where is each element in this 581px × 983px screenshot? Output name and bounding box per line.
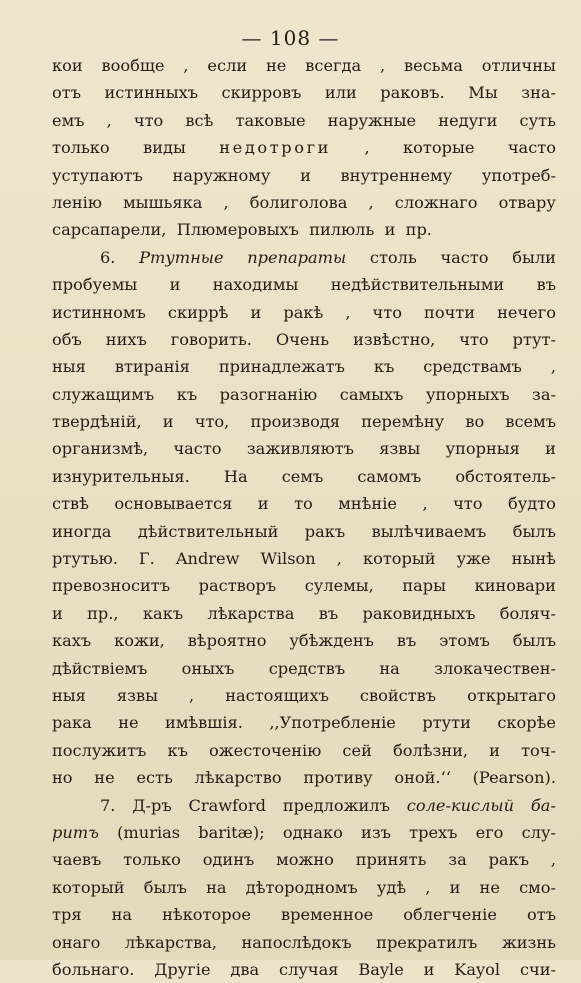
- word: пр.,: [87, 603, 119, 623]
- word: сей: [342, 740, 372, 760]
- word: Плюмеровыхъ: [176, 220, 299, 240]
- word: дѣйствительный: [137, 521, 279, 541]
- word: его: [475, 822, 504, 842]
- word: лѣкарства: [207, 603, 295, 623]
- word: что: [372, 302, 402, 322]
- word: отъ: [52, 83, 81, 103]
- text-line: [52, 600, 556, 627]
- word: что: [453, 494, 483, 514]
- word: ритъ: [52, 822, 99, 842]
- text-line: [52, 463, 556, 490]
- word: чаевъ: [52, 850, 102, 870]
- word: не: [479, 877, 500, 897]
- word: На: [223, 466, 248, 486]
- word: ракъ: [488, 850, 529, 870]
- word: лѣкарство: [194, 768, 282, 788]
- text-line: [52, 381, 556, 408]
- word: 7.: [100, 795, 116, 815]
- text-line: [52, 216, 556, 243]
- word: убѣжденъ: [289, 631, 374, 651]
- word: что: [133, 110, 164, 130]
- word: лѣкарства,: [124, 932, 217, 952]
- text-line: [52, 408, 556, 435]
- word: который: [362, 549, 436, 569]
- word: ракѣ: [283, 302, 324, 322]
- word: нѣкоторое: [162, 905, 251, 925]
- text-line: [52, 572, 556, 599]
- word: часто: [507, 138, 556, 158]
- word: если: [207, 56, 248, 75]
- word: пары: [402, 576, 447, 596]
- word: не: [118, 713, 139, 733]
- word: вылѣчиваемъ: [371, 521, 487, 541]
- word: во: [465, 412, 485, 432]
- word: ртут-: [512, 329, 556, 349]
- word: ртути: [422, 713, 471, 733]
- text-line: [52, 244, 556, 271]
- word: удѣ: [376, 877, 407, 897]
- word: твердѣній,: [52, 412, 142, 432]
- word: и: [162, 412, 174, 432]
- text-line: [52, 518, 556, 545]
- text-line: [52, 107, 556, 134]
- word: наружные: [327, 110, 417, 130]
- word: временное: [281, 905, 374, 925]
- word: истинномъ: [52, 302, 146, 322]
- word: трехъ: [409, 822, 458, 842]
- word: весьма: [404, 56, 463, 75]
- word: тря: [52, 905, 82, 925]
- word: въ: [536, 275, 556, 295]
- word: рака: [52, 713, 92, 733]
- word: уступаютъ: [52, 165, 143, 185]
- text-line: [52, 627, 556, 654]
- word: принять: [355, 850, 427, 870]
- word: употреб-: [481, 165, 556, 185]
- word: и: [169, 275, 181, 295]
- word: случая: [279, 959, 339, 979]
- word: или: [324, 83, 357, 103]
- word: въ: [318, 603, 339, 623]
- word: производя: [250, 412, 341, 432]
- text-line: [52, 52, 556, 79]
- word: настоящихъ: [225, 685, 329, 705]
- word: суть: [519, 110, 556, 130]
- word: ,: [345, 302, 351, 322]
- word: столь: [369, 247, 417, 267]
- word: есть: [136, 768, 173, 788]
- word: изнурительныя.: [52, 466, 190, 486]
- word: ба-: [530, 795, 556, 815]
- text-line: [52, 901, 556, 928]
- word: самыхъ: [339, 384, 404, 404]
- word: язвы: [379, 439, 421, 459]
- text-line: [52, 709, 556, 736]
- word: Очень: [275, 329, 330, 349]
- word: средствамъ: [423, 357, 522, 377]
- word: кожи,: [114, 631, 165, 651]
- word: прекратилъ: [376, 932, 478, 952]
- word: дѣтородномъ: [245, 877, 358, 897]
- word: скорѣе: [497, 713, 556, 733]
- word: семъ: [281, 466, 324, 486]
- word: счи-: [519, 959, 556, 979]
- word: виды: [143, 138, 186, 158]
- word: ствѣ: [52, 494, 89, 514]
- word: обстоятель-: [455, 466, 556, 486]
- word: Мы: [468, 83, 498, 103]
- word: Ртутные: [139, 247, 224, 267]
- word: ,: [189, 685, 195, 705]
- word: вообще: [101, 56, 165, 75]
- word: Kayol: [454, 959, 501, 979]
- word: противу: [303, 768, 373, 788]
- word: который: [52, 877, 125, 897]
- word: злокачествен-: [434, 658, 556, 678]
- word: боляч-: [499, 603, 556, 623]
- word: емъ: [52, 110, 85, 130]
- word: baritæ);: [198, 822, 265, 842]
- word: таковые: [235, 110, 306, 130]
- word: болиголова: [249, 192, 348, 212]
- word: ,: [368, 192, 374, 212]
- word: всемъ: [505, 412, 556, 432]
- word: основывается: [114, 494, 233, 514]
- word: что: [459, 329, 489, 349]
- word: наружному: [172, 165, 271, 185]
- word: язвы: [116, 685, 158, 705]
- word: что,: [194, 412, 230, 432]
- word: на: [111, 905, 133, 925]
- word: служащимъ: [52, 384, 155, 404]
- word: и: [545, 439, 556, 459]
- word: отъ: [527, 905, 556, 925]
- word: ,: [223, 192, 229, 212]
- word: ,: [364, 138, 370, 158]
- word: смо-: [519, 877, 556, 897]
- word: послужитъ: [52, 740, 147, 760]
- text-line: [52, 929, 556, 956]
- word: и: [423, 959, 435, 979]
- page-number: — 108 —: [241, 26, 340, 50]
- word: мышьяка: [123, 192, 203, 212]
- word: ,: [336, 549, 342, 569]
- word: точ-: [521, 740, 556, 760]
- word: не: [94, 768, 115, 788]
- word: находимы: [212, 275, 299, 295]
- word: слу-: [521, 822, 556, 842]
- word: нынѣ: [511, 549, 556, 569]
- word: которые: [403, 138, 475, 158]
- word: (murias: [117, 822, 181, 842]
- word: раковъ.: [380, 83, 445, 103]
- word: сарсапарели,: [52, 220, 167, 240]
- word: этомъ: [439, 631, 490, 651]
- word: были: [512, 247, 556, 267]
- word: нихъ: [105, 329, 147, 349]
- word: Другіе: [154, 959, 211, 979]
- text-line: [52, 737, 556, 764]
- word: скирровъ: [221, 83, 302, 103]
- word: и: [384, 220, 396, 240]
- word: ,: [380, 56, 386, 75]
- word: открытаго: [467, 685, 556, 705]
- text-line: [52, 271, 556, 298]
- word: 6.: [100, 247, 116, 267]
- text-line: [52, 819, 556, 846]
- word: (Pearson).: [472, 768, 556, 788]
- word: дѣйствіемъ: [52, 658, 148, 678]
- word: однако: [282, 822, 343, 842]
- word: разогнанію: [219, 384, 318, 404]
- word: оныхъ: [181, 658, 235, 678]
- word: отвару: [498, 192, 556, 212]
- word: всегда: [305, 56, 362, 75]
- word: извѣстно,: [353, 329, 436, 349]
- text-line: [52, 792, 556, 819]
- word: почти: [424, 302, 476, 322]
- word: облегченіе: [403, 905, 497, 925]
- word: самомъ: [357, 466, 422, 486]
- word: и: [250, 302, 262, 322]
- word: соле-кислый: [406, 795, 515, 815]
- body-text: [52, 52, 556, 983]
- word: ,: [550, 850, 556, 870]
- word: не: [266, 56, 287, 75]
- word: какъ: [142, 603, 184, 623]
- word: сложнаго: [394, 192, 478, 212]
- word: онаго: [52, 932, 101, 952]
- text-line: [52, 490, 556, 517]
- word: принадлежатъ: [218, 357, 345, 377]
- word: только: [52, 138, 110, 158]
- text-line: [52, 353, 556, 380]
- word: ртутью.: [52, 549, 118, 569]
- word: ,: [550, 357, 556, 377]
- word: только: [123, 850, 181, 870]
- word: недуги: [438, 110, 498, 130]
- word: заживляютъ: [246, 439, 354, 459]
- word: одинъ: [202, 850, 255, 870]
- word: кахъ: [52, 631, 92, 651]
- word: пр.: [405, 220, 432, 240]
- word: всѣ: [185, 110, 214, 130]
- word: недотроги: [219, 138, 332, 158]
- word: Andrew: [175, 549, 240, 569]
- word: кои: [52, 56, 83, 75]
- word: имѣвшія.: [165, 713, 243, 733]
- text-line: [52, 299, 556, 326]
- word: ныя: [52, 357, 86, 377]
- text-line: [52, 162, 556, 189]
- word: отличны: [481, 56, 556, 75]
- word: жизнь: [501, 932, 556, 952]
- word: ,: [422, 494, 428, 514]
- word: въ: [396, 631, 417, 651]
- word: напослѣдокъ: [241, 932, 352, 952]
- word: больнаго.: [52, 959, 135, 979]
- word: былъ: [512, 521, 556, 541]
- word: Bayle: [358, 959, 404, 979]
- word: ныя: [52, 685, 86, 705]
- word: два: [230, 959, 260, 979]
- word: вѣроятно: [187, 631, 267, 651]
- word: къ: [176, 384, 198, 404]
- text-line: [52, 134, 556, 161]
- word: къ: [167, 740, 188, 760]
- word: на: [379, 658, 400, 678]
- word: скиррѣ: [167, 302, 229, 322]
- text-line: [52, 956, 556, 983]
- word: Wilson: [260, 549, 316, 569]
- word: нечего: [497, 302, 556, 322]
- word: превозноситъ: [52, 576, 171, 596]
- text-line: [52, 79, 556, 106]
- word: ожесточенію: [208, 740, 322, 760]
- word: уже: [456, 549, 491, 569]
- word: мнѣніе: [338, 494, 397, 514]
- word: можно: [276, 850, 334, 870]
- word: пилюль: [309, 220, 375, 240]
- word: на: [206, 877, 227, 897]
- word: ,,Употребленіе: [269, 713, 396, 733]
- text-line: [52, 874, 556, 901]
- word: растворъ: [198, 576, 277, 596]
- word: ракъ: [304, 521, 346, 541]
- word: упорныя: [445, 439, 520, 459]
- word: ,: [425, 877, 431, 897]
- word: то: [294, 494, 313, 514]
- word: перемѣну: [361, 412, 445, 432]
- word: ,: [183, 56, 189, 75]
- word: изъ: [361, 822, 391, 842]
- word: втиранія: [114, 357, 190, 377]
- word: и: [300, 165, 311, 185]
- word: оной.‘‘: [394, 768, 451, 788]
- word: препараты: [247, 247, 347, 267]
- word: свойствъ: [359, 685, 437, 705]
- word: недѣйствительными: [330, 275, 505, 295]
- word: упорныхъ: [425, 384, 510, 404]
- word: раковидныхъ: [362, 603, 476, 623]
- word: Д-ръ: [132, 795, 172, 815]
- text-line: [52, 682, 556, 709]
- word: истинныхъ: [104, 83, 199, 103]
- word: за-: [532, 384, 556, 404]
- word: Г.: [138, 549, 155, 569]
- text-line: [52, 655, 556, 682]
- word: часто: [440, 247, 489, 267]
- word: но: [52, 768, 73, 788]
- word: объ: [52, 329, 82, 349]
- word: ,: [106, 110, 112, 130]
- word: Crawford: [188, 795, 266, 815]
- word: сулемы,: [304, 576, 374, 596]
- word: къ: [373, 357, 395, 377]
- text-line: [52, 326, 556, 353]
- word: пробуемы: [52, 275, 138, 295]
- word: за: [448, 850, 467, 870]
- word: иногда: [52, 521, 112, 541]
- word: киновари: [474, 576, 556, 596]
- word: болѣзни,: [392, 740, 469, 760]
- word: былъ: [512, 631, 556, 651]
- word: часто: [173, 439, 222, 459]
- text-line: [52, 764, 556, 791]
- word: и: [449, 877, 461, 897]
- word: и: [489, 740, 500, 760]
- word: говорить.: [170, 329, 252, 349]
- word: внутреннему: [340, 165, 453, 185]
- text-line: [52, 545, 556, 572]
- word: ленію: [52, 192, 102, 212]
- word: и: [257, 494, 269, 514]
- text-line: [52, 189, 556, 216]
- word: средствъ: [268, 658, 346, 678]
- word: организмѣ,: [52, 439, 149, 459]
- text-line: [52, 846, 556, 873]
- word: будто: [507, 494, 556, 514]
- word: зна-: [521, 83, 556, 103]
- word: былъ: [143, 877, 187, 897]
- text-line: [52, 435, 556, 462]
- word: предложилъ: [282, 795, 390, 815]
- word: и: [52, 603, 63, 623]
